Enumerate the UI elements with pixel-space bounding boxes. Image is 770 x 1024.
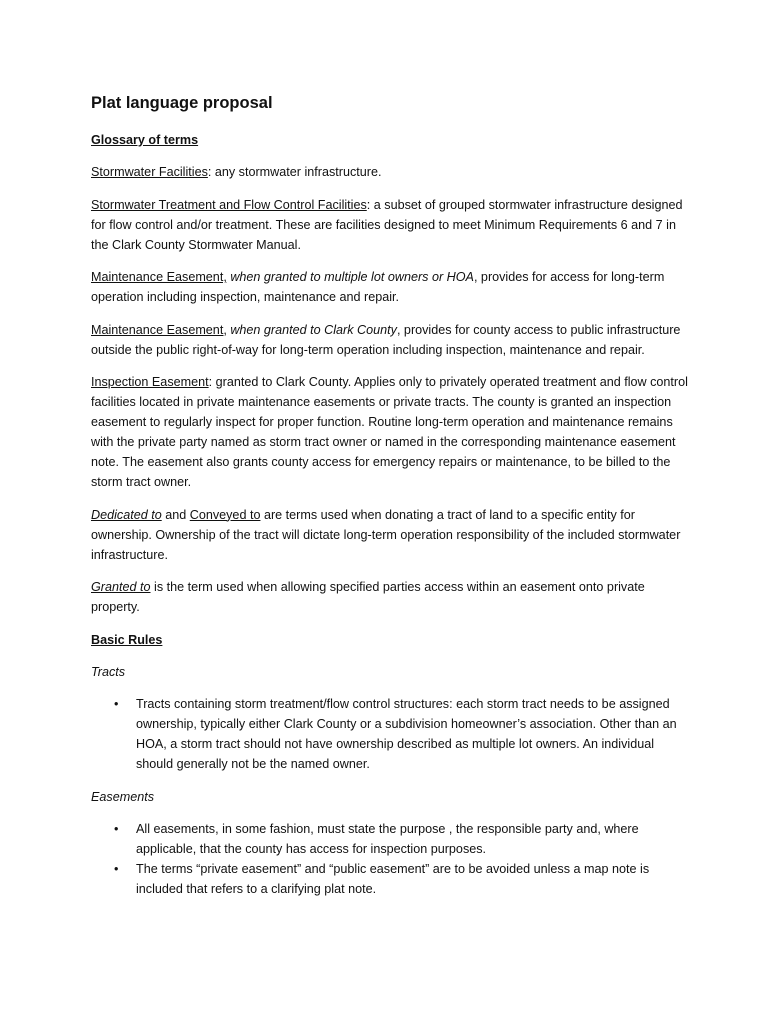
easements-list [91,819,691,899]
glossary-entry-dedicated [91,505,691,565]
term: Maintenance Easement, [91,322,227,337]
term: Dedicated to [91,507,162,522]
qualifier: when granted to Clark County [226,322,397,337]
list-item-text: Tracts containing storm treatment/flow control structures: each storm tract needs to be assigned ownership, typically either Clark County or a subdivision homeowner’s association. Other than an HOA, a storm tract should not have ownership described as multiple lot owners. An individual should generally not be the named owner. [136,697,677,771]
term: Granted to [91,580,151,594]
glossary-entry-treatment-flow [91,195,691,255]
bullet-icon: • [114,822,119,836]
definition: : any stormwater infrastructure. [207,165,382,179]
term: Maintenance Easement, [91,270,227,284]
glossary-entry-stormwater-facilities [91,162,691,182]
glossary-entry-maintenance-hoa [91,267,691,307]
term: Stormwater Facilities [91,165,208,179]
easements-subheading: Easements [91,789,154,804]
term: Inspection Easement [91,375,209,389]
definition: are terms used when donating a tract of land to a specific entity for ownership. Ownership of the tract will dictate long-term operation responsibility of the included stormwater infrastructure. [91,507,681,562]
bullet-icon: • [114,697,119,711]
definition: , provides for access for long-term operation including inspection, maintenance and repair. [91,270,665,304]
term: Conveyed to [189,507,261,522]
document-page [91,92,691,912]
bullet-icon: • [114,862,119,876]
glossary-entry-inspection [91,372,691,492]
term: Stormwater Treatment and Flow Control Facilities [91,197,367,212]
list-item [114,694,691,774]
glossary-entry-maintenance-county [91,320,691,360]
tracts-subheading: Tracts [91,664,126,679]
definition: : granted to Clark County. Applies only to privately operated treatment and flow control facilities located in private maintenance easements or private tracts. The county is granted an inspection easement to regularly inspect for proper function. Routine long-term operation and maintenance remains with the private party named as storm tract owner or named in the corresponding maintenance easement note. The easement also grants county access for emergency repairs or maintenance, to be billed to the storm tract owner. [91,375,688,489]
glossary-entry-granted [91,577,691,617]
basic-rules-heading: Basic Rules [91,632,163,647]
connector: and [161,507,190,522]
tracts-list [91,694,691,774]
definition: is the term used when allowing specified parties access within an easement onto private property. [91,580,645,614]
list-item-text: All easements, in some fashion, must state the purpose , the responsible party and, where applicable, that the county has access for inspection purposes. [136,822,639,856]
qualifier: when granted to multiple lot owners or HOA [226,270,474,284]
definition: , provides for county access to public infrastructure outside the public right-of-way for long-term operation including inspection, maintenance and repair. [91,322,681,357]
page-title: Plat language proposal [91,94,273,112]
list-item [114,859,691,899]
list-item-text: The terms “private easement” and “public easement” are to be avoided unless a map note is included that refers to a clarifying plat note. [136,862,650,896]
definition: : a subset of grouped stormwater infrastructure designed for flow control and/or treatment. These are facilities designed to meet Minimum Requirements 6 and 7 in the Clark County Stormwater Manual. [91,197,683,252]
list-item [114,819,691,859]
glossary-heading: Glossary of terms [91,133,199,147]
